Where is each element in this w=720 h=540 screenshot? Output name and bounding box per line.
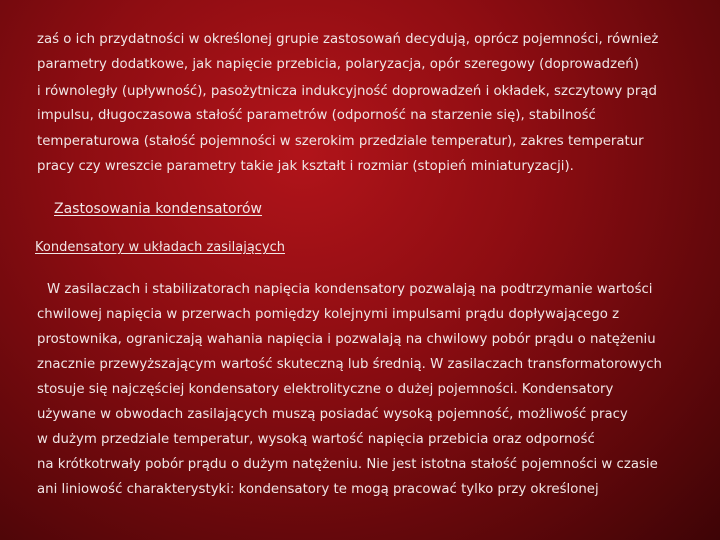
paragraph-2-line-5: stosuje się najczęściej kondensatory elektrolityczne o dużej pojemności. Kondensatory bbox=[37, 382, 614, 397]
paragraph-2-line-6: używane w obwodach zasilających muszą posiadać wysoką pojemność, możliwość pracy bbox=[37, 407, 628, 422]
paragraph-1-line-1: zaś o ich przydatności w określonej grupie zastosowań decydują, oprócz pojemności, również bbox=[37, 32, 659, 47]
paragraph-1-line-3: i równoległy (upływność), pasożytnicza indukcyjność doprowadzeń i okładek, szczytowy prąd bbox=[37, 84, 657, 99]
section-subheading: Kondensatory w układach zasilających bbox=[35, 240, 286, 255]
paragraph-1-line-5: temperaturowa (stałość pojemności w szerokim przedziale temperatur), zakres temperatur bbox=[37, 134, 644, 149]
paragraph-1-line-4: impulsu, długoczasowa stałość parametrów (odporność na starzenie się), stabilność bbox=[37, 108, 596, 123]
paragraph-1-line-2: parametry dodatkowe, jak napięcie przebicia, polaryzacja, opór szeregowy (doprowadzeń) bbox=[37, 57, 639, 72]
paragraph-2-line-7: w dużym przedziale temperatur, wysoką wartość napięcia przebicia oraz odporność bbox=[37, 432, 595, 447]
paragraph-2-line-2: chwilowej napięcia w przerwach pomiędzy kolejnymi impulsami prądu dopływającego z bbox=[37, 307, 620, 322]
paragraph-1-line-6: pracy czy wreszcie parametry takie jak kształt i rozmiar (stopień miniaturyzacji). bbox=[37, 159, 574, 174]
paragraph-2-line-9: ani liniowość charakterystyki: kondensatory te mogą pracować tylko przy określonej bbox=[37, 482, 599, 497]
paragraph-2-line-8: na krótkotrwały pobór prądu o dużym natężeniu. Nie jest istotna stałość pojemności w czasie bbox=[37, 457, 658, 472]
paragraph-2-line-4: znacznie przewyższającym wartość skuteczną lub średnią. W zasilaczach transformatorowych bbox=[37, 357, 662, 372]
paragraph-2-line-3: prostownika, ograniczają wahania napięcia i pozwalają na chwilowy pobór prądu o natężeniu bbox=[37, 332, 656, 347]
paragraph-2-line-1: W zasilaczach i stabilizatorach napięcia kondensatory pozwalają na podtrzymanie wartości bbox=[47, 282, 653, 297]
section-heading: Zastosowania kondensatorów bbox=[54, 201, 263, 217]
